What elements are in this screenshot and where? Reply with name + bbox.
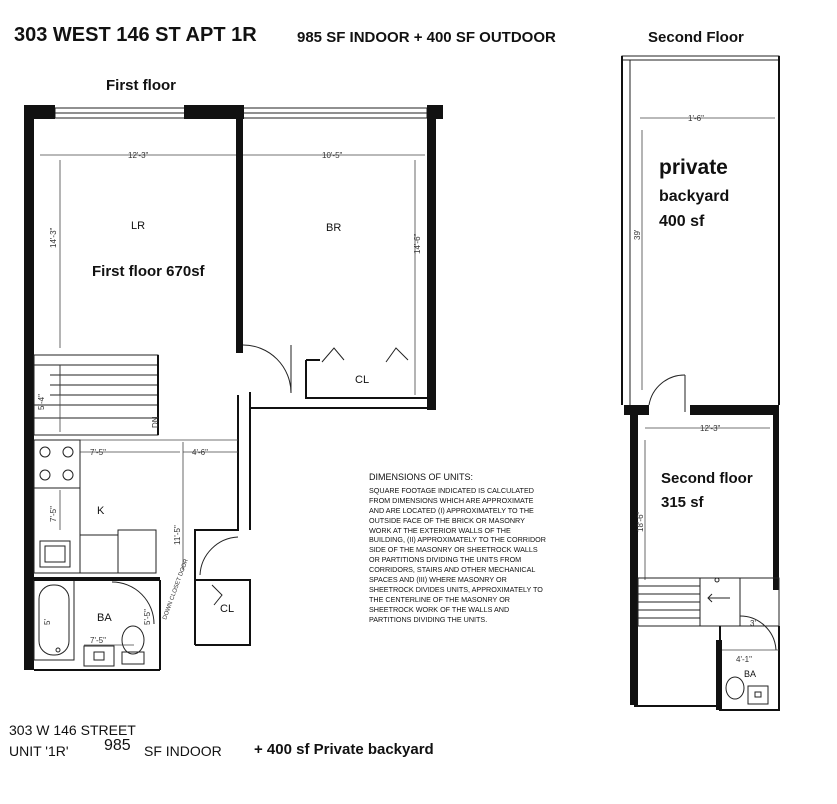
dim-hall-width: 4'-6" (192, 448, 208, 457)
yard-label-line3: 400 sf (659, 213, 705, 230)
room-label-cl2: CL (220, 603, 235, 615)
sink-second-floor (748, 686, 768, 704)
footer-address: 303 W 146 STREET (9, 722, 136, 738)
yard-label-line1: private (659, 156, 728, 179)
yard-label-line2: backyard (659, 188, 730, 205)
footer-sqft: 985 (104, 737, 131, 754)
dim-ba2-width: 4'-1" (736, 655, 752, 664)
second-floor-area-line2: 315 sf (661, 494, 704, 511)
dim-room-width: 12'-3" (700, 424, 721, 433)
left-exterior-wall (24, 105, 34, 670)
dim-stair-depth: 5'-4" (37, 394, 46, 410)
second-floor-heading: Second Floor (648, 29, 744, 46)
dim-yard-width: 1'-6" (688, 114, 704, 123)
dim-ba-width: 7'-5" (90, 636, 106, 645)
room-label-cl1: CL (355, 374, 370, 386)
room-label-k: K (97, 505, 105, 517)
refrigerator (118, 530, 156, 573)
bathtub (34, 580, 74, 660)
dim-k-width: 7'-5" (90, 448, 106, 457)
dim-room-depth: 18'-6" (636, 511, 645, 532)
first-floor-area-label: First floor 670sf (92, 263, 205, 280)
room-label-lr: LR (131, 220, 146, 232)
listing-title: 303 WEST 146 ST APT 1R (14, 24, 257, 46)
dim-closet-depth: 5'-5" (143, 609, 152, 625)
notes-body: SQUARE FOOTAGE INDICATED IS CALCULATED FROM DIMENSIONS WHICH ARE APPROXIMATE AND ARE LOCATED (I) APPROXIMATELY TO THE OUTSIDE FACE OF THE BRICK OR MASONRY WORK AT THE EXTERIOR WALLS OF THE BUILDING, (II) APPROXIMATELY TO THE CORRIDOR SIDE OF THE MASONRY OR SHEETROCK WALLS OR PARTITIONS DIVIDING THE UNITS FROM CORRIDORS, STAIRS AND OTHER MECHANICAL SPACES AND (III) WHERE MASONRY OR SHEETROCK DIVIDES UNITS, APPROXIMATELY TO THE CENTERLINE OF THE MASONRY OR SHEETROCK WORK OF THE WALLS AND PARTITIONS DIVIDING THE UNITS. (369, 485, 546, 624)
kitchen-counter (34, 488, 80, 573)
dim-yard-depth: 39' (633, 229, 642, 240)
room-label-ba: BA (97, 612, 112, 624)
room-label-ba2: BA (744, 669, 757, 679)
first-floor-heading: First floor (106, 77, 176, 94)
bath-sink (84, 646, 114, 666)
yard-fence-top (622, 56, 779, 60)
listing-subtitle: 985 SF INDOOR + 400 SF OUTDOOR (297, 29, 556, 46)
second-floor-left-wall (630, 415, 638, 705)
right-exterior-wall (427, 105, 436, 410)
dim-ba-depth: 5' (43, 619, 52, 625)
dim-k-depth: 7'-5" (49, 506, 58, 522)
footer-unit: UNIT '1R' (9, 743, 69, 759)
stove (34, 440, 80, 488)
toilet-second-floor (726, 677, 744, 699)
dim-lr-depth: 14'-3" (49, 227, 58, 248)
second-floor-area-line1: Second floor (661, 470, 753, 487)
down-label: DN (151, 416, 160, 428)
dimension-notes (369, 473, 547, 625)
notes-title: DIMENSIONS OF UNITS: (369, 472, 474, 482)
room-label-br: BR (326, 222, 342, 234)
dim-br-depth: 14'-6" (413, 233, 422, 254)
footer-indoor: SF INDOOR (144, 743, 222, 759)
dim-stair-width: 3' (750, 619, 756, 628)
toilet (122, 626, 144, 654)
dim-lr-width: 12'-3" (128, 151, 149, 160)
dim-hall-depth: 11'-5" (173, 525, 182, 545)
dim-br-width: 10'-5" (322, 151, 343, 160)
footer-backyard: + 400 sf Private backyard (254, 741, 434, 758)
closet-door-note: DOWN CLOSET DOOR (162, 558, 190, 621)
